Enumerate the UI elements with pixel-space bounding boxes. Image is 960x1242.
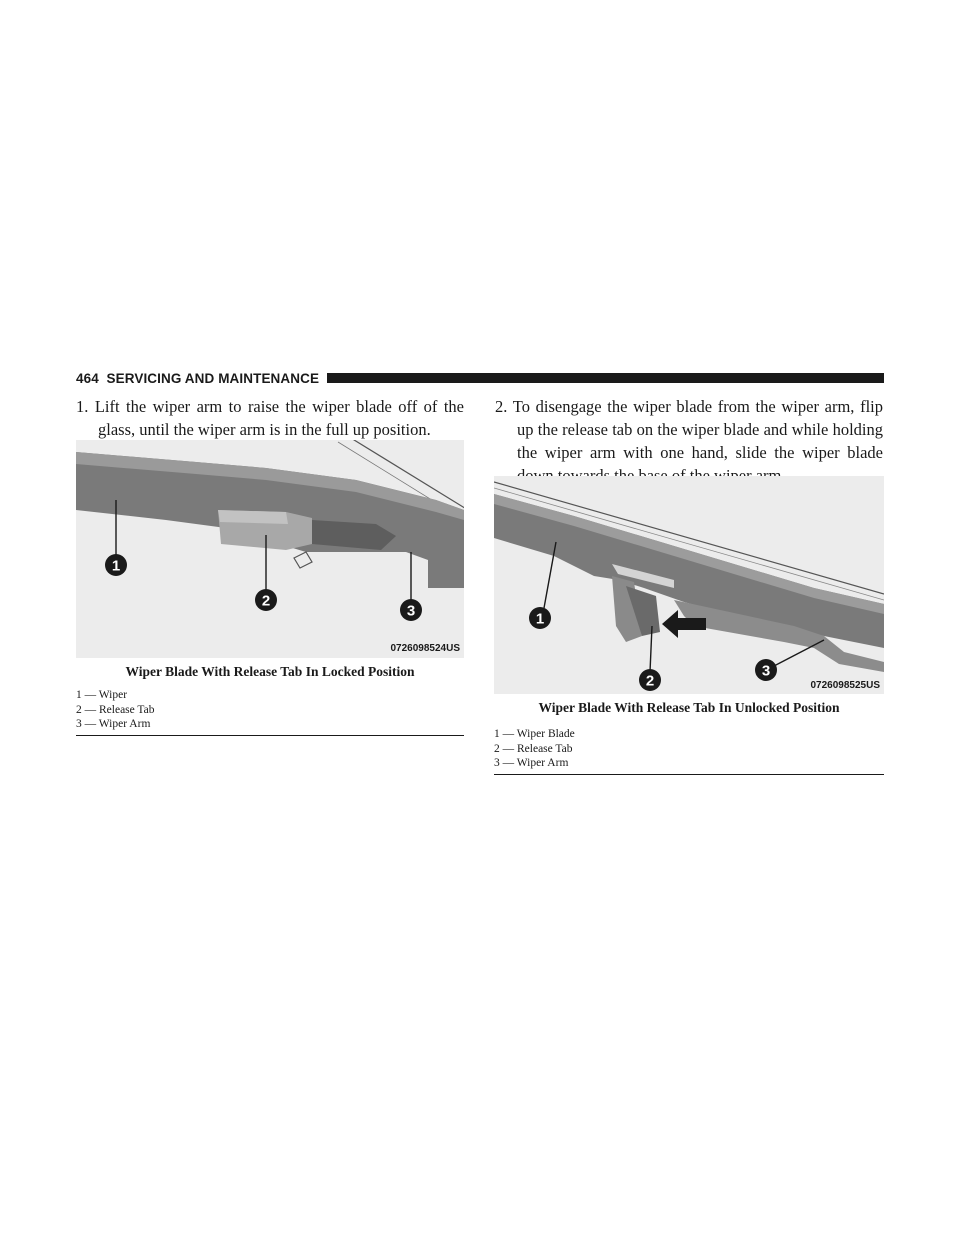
callout-2: 2 bbox=[645, 672, 655, 690]
page-header-text bbox=[76, 371, 327, 386]
figure-legend-locked bbox=[76, 688, 464, 736]
figure-caption-locked: Wiper Blade With Release Tab In Locked Position bbox=[125, 664, 415, 679]
callout-1: 1 bbox=[535, 610, 545, 628]
legend-item: 3 — Wiper Arm bbox=[76, 718, 151, 730]
legend-item: 1 — Wiper Blade bbox=[494, 728, 575, 740]
callout-2: 2 bbox=[261, 592, 271, 610]
callout-3: 3 bbox=[761, 662, 771, 680]
page-number: 464 bbox=[76, 370, 99, 386]
header-rule bbox=[327, 373, 884, 383]
section-title: SERVICING AND MAINTENANCE bbox=[106, 370, 320, 386]
wiper-unlocked-illustration bbox=[494, 476, 884, 694]
legend-item: 3 — Wiper Arm bbox=[494, 757, 569, 769]
figure-code: 0726098524US bbox=[390, 643, 460, 654]
page-header bbox=[76, 369, 884, 387]
step-1-text: Lift the wiper arm to raise the wiper blade off of the glass, until the wiper arm is in the full up position. bbox=[94, 397, 464, 439]
figure-code: 0726098525US bbox=[810, 680, 880, 691]
step-1 bbox=[76, 395, 464, 441]
figure-unlocked-position bbox=[494, 476, 884, 694]
callout-1: 1 bbox=[111, 557, 121, 575]
callout-3: 3 bbox=[406, 602, 416, 620]
step-2-text: To disengage the wiper blade from the wiper arm, flip up the release tab on the wiper blade and while holding the wiper arm with one hand, slide the wiper blade bbox=[512, 397, 883, 462]
step-2 bbox=[495, 395, 883, 487]
step-1-number: 1. bbox=[76, 397, 89, 416]
step-2-text-block bbox=[495, 395, 883, 487]
legend-item: 2 — Release Tab bbox=[76, 703, 155, 716]
legend-item: 2 — Release Tab bbox=[494, 742, 573, 755]
legend-item: 1 — Wiper bbox=[76, 689, 128, 701]
figure-legend-unlocked bbox=[494, 727, 884, 775]
wiper-locked-illustration bbox=[76, 440, 464, 658]
figure-caption-unlocked: Wiper Blade With Release Tab In Unlocked Position bbox=[538, 700, 840, 715]
step-2-number: 2. bbox=[495, 397, 508, 416]
step-1-text-block bbox=[76, 395, 464, 441]
figure-locked-position bbox=[76, 440, 464, 658]
